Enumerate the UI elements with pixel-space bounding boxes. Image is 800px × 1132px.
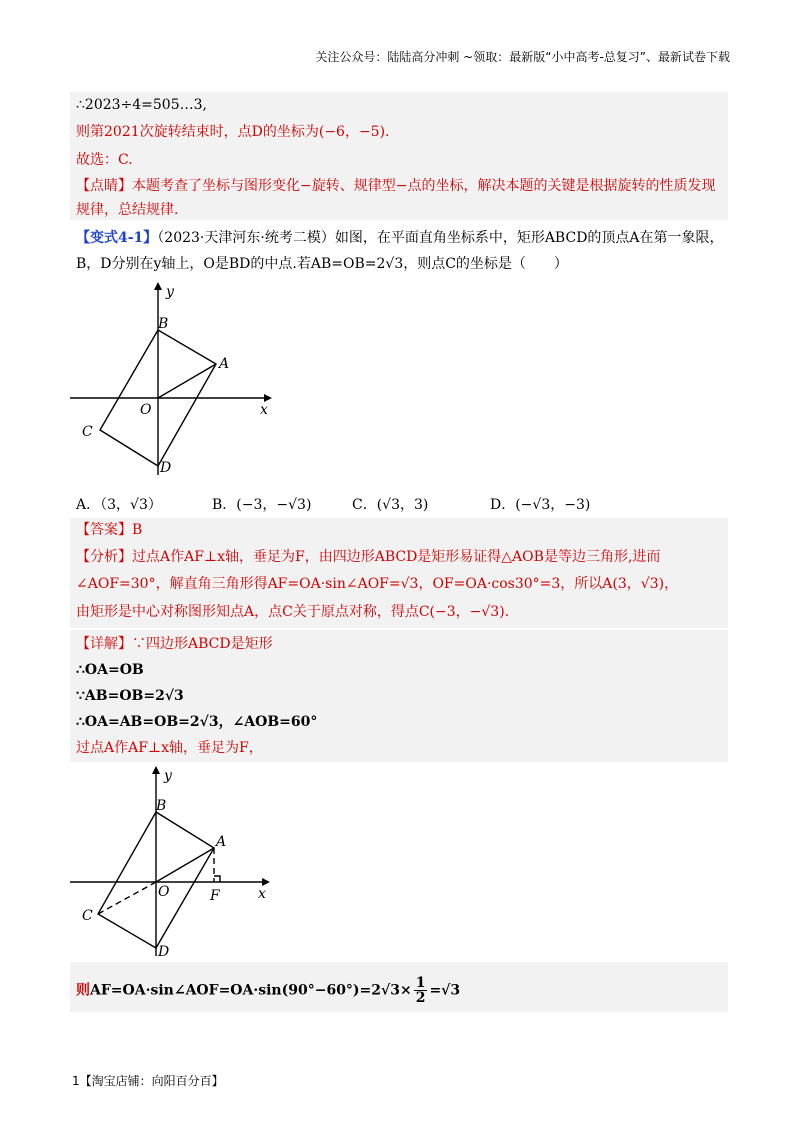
problem-text-1: （2023·天津河东·统考二模）如图，在平面直角坐标系中，矩形ABCD的顶点A在第一象限， bbox=[157, 230, 724, 246]
fig2-label-A: A bbox=[216, 834, 227, 850]
fig2-label-D: D bbox=[158, 944, 170, 960]
problem-line-1 bbox=[76, 228, 724, 248]
figure-2 bbox=[70, 764, 274, 960]
analysis-text-1: 过点A作AF⊥x轴，垂足为F，由四边形ABCD是矩形易证得△AOB是等边三角形,进而 bbox=[132, 549, 661, 565]
problem-tag: 【变式4-1】 bbox=[76, 230, 158, 246]
fig1-label-A: A bbox=[219, 356, 230, 372]
analysis-line-1 bbox=[76, 547, 660, 567]
comment-line-2: 规律，总结规律. bbox=[76, 202, 179, 218]
fig1-label-B: B bbox=[158, 316, 169, 332]
problem-line-2: B，D分别在y轴上，O是BD的中点.若AB=OB=2√3，则点C的坐标是（ ） bbox=[76, 256, 568, 272]
detail-text-0: ∵四边形ABCD是矩形 bbox=[132, 636, 273, 652]
fig1-label-D: D bbox=[160, 460, 172, 476]
fig2-label-B: B bbox=[156, 798, 167, 814]
detail-line-1: ∴OA=OB bbox=[76, 662, 144, 678]
fraction-numerator: 1 bbox=[415, 975, 426, 991]
option-c[interactable]: C．(√3，3) bbox=[352, 497, 429, 513]
option-d[interactable]: D．(−√3，−3) bbox=[490, 497, 591, 513]
final-formula: AF=OA·sin∠AOF=OA·sin(90°−60°)=2√3× bbox=[90, 982, 412, 999]
comment-text-1: 本题考查了坐标与图形变化−旋转、规律型−点的坐标，解决本题的关键是根据旋转的性质发现 bbox=[132, 178, 716, 194]
fig2-label-O: O bbox=[158, 884, 170, 900]
page-header: 关注公众号：陆陆高分冲刺 ~领取：最新版“小中高考-总复习”、最新试卷下载 bbox=[315, 50, 730, 64]
options-row bbox=[76, 494, 716, 516]
fig2-label-x: x bbox=[258, 886, 266, 902]
fig1-label-C: C bbox=[82, 424, 93, 440]
page-footer: 1【淘宝店铺：向阳百分百】 bbox=[72, 1074, 224, 1088]
option-a[interactable]: A．（3，√3） bbox=[76, 497, 162, 513]
calc-line: ∴2023÷4=505…3, bbox=[76, 97, 207, 113]
fig1-label-O: O bbox=[140, 402, 152, 418]
detail-line-0 bbox=[76, 634, 273, 654]
fig2-label-y: y bbox=[164, 768, 172, 784]
choice-line: 故选：C. bbox=[76, 152, 133, 168]
answer-line bbox=[76, 520, 142, 540]
fig2-label-C: C bbox=[82, 908, 93, 924]
comment-line-1 bbox=[76, 176, 715, 196]
fig1-label-x: x bbox=[260, 402, 268, 418]
detail-tag: 【详解】 bbox=[76, 636, 132, 652]
analysis-line-3: 由矩形是中心对称图形知点A，点C关于原点对称，得点C(−3，−√3). bbox=[76, 604, 510, 620]
detail-line-2: ∵AB=OB=2√3 bbox=[76, 688, 184, 704]
fraction-denominator: 2 bbox=[415, 990, 426, 1006]
detail-line-4: 过点A作AF⊥x轴，垂足为F， bbox=[76, 740, 263, 756]
result-line: 则第2021次旋转结束时，点D的坐标为(−6，−5). bbox=[76, 124, 390, 140]
analysis-tag: 【分析】 bbox=[76, 549, 132, 565]
fig2-label-F: F bbox=[210, 888, 220, 904]
answer-tag: 【答案】 bbox=[76, 522, 132, 538]
fig1-label-y: y bbox=[166, 284, 174, 300]
option-b[interactable]: B．(−3，−√3) bbox=[212, 497, 312, 513]
analysis-line-2: ∠AOF=30°，解直角三角形得AF=OA·sin∠AOF=√3，OF=OA·cos30°=3，所以A(3，√3)， bbox=[76, 576, 679, 592]
detail-line-3: ∴OA=AB=OB=2√3，∠AOB=60° bbox=[76, 714, 318, 730]
final-fraction bbox=[414, 976, 428, 1005]
final-prefix: 则 bbox=[76, 982, 90, 999]
answer-value: B bbox=[132, 522, 143, 538]
figure-1 bbox=[70, 280, 290, 480]
final-suffix: =√3 bbox=[429, 982, 461, 999]
comment-tag: 【点睛】 bbox=[76, 178, 132, 194]
final-line bbox=[76, 976, 460, 1005]
